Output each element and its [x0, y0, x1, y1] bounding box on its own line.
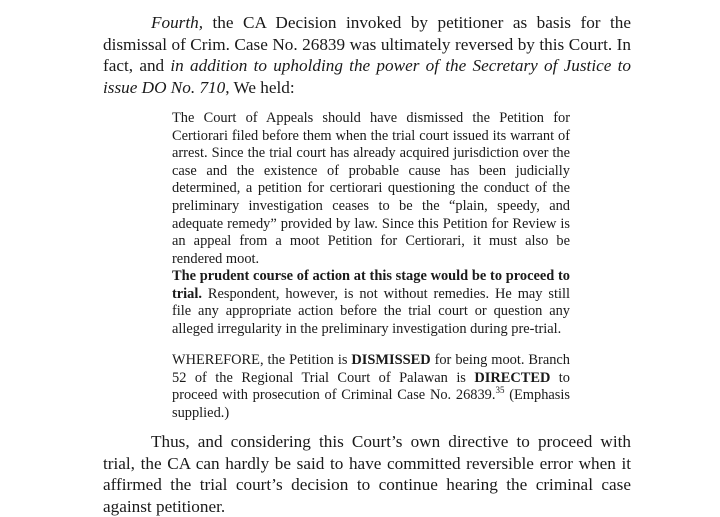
quote-2-bold: The prudent course of action at this stage would be to proceed to trial. [172, 268, 570, 302]
quote-3-part2: for being moot. Branch 52 of the Regional Trial Court of Palawan is [172, 352, 570, 386]
quote-3-part3: to proceed with prosecution of Criminal Case No. 26839. [172, 369, 570, 404]
quote-3-part4: (Emphasis supplied.) [172, 387, 570, 421]
quote-3-bold-directed: DIRECTED [474, 369, 551, 386]
intro-text-after: , We held: [225, 77, 295, 97]
block-quote-2 [172, 268, 570, 338]
quote-2-rest: Respondent, however, is not without remedies. He may still file any appropriate action before the trial court or question any alleged irregularity in the preliminary investigation during pre-trial. [172, 285, 570, 337]
block-quote-1: The Court of Appeals should have dismissed the Petition for Certiorari filed before them when the trial court issued its warrant of arrest. Since the trial court has already acquired jurisdiction over the case and the existence of probable cause has been judicially determined, a petition for certiorari questioning the conduct of the preliminary investigation ceases to be the “plain, speedy, and adequate remedy” provided by law. Since this Petition for Review is an appeal from a moot Petition for Certiorari, it must also be rendered moot. [172, 110, 570, 267]
footnote-ref: 35 [495, 385, 505, 396]
quote-3-part1: WHEREFORE, the Petition is [172, 352, 352, 368]
closing-paragraph: Thus, and considering this Court’s own directive to proceed with trial, the CA can hardly be said to have committed reversible error when it affirmed the trial court’s decision to continue hearing the criminal case against petitioner. [103, 432, 631, 516]
block-quote-3 [172, 352, 570, 422]
intro-paragraph [103, 12, 631, 98]
intro-lead-italic: Fourth, [151, 13, 204, 32]
intro-text-before: the CA Decision invoked by petitioner as basis for the dismissal of Crim. Case No. 26839 was ultimately reversed by this Court. In fact, and [103, 13, 631, 75]
intro-italic-text: in addition to upholding the power of the Secretary of Justice to issue DO No. 710 [103, 56, 631, 97]
quote-3-bold-dismissed: DISMISSED [351, 352, 431, 368]
